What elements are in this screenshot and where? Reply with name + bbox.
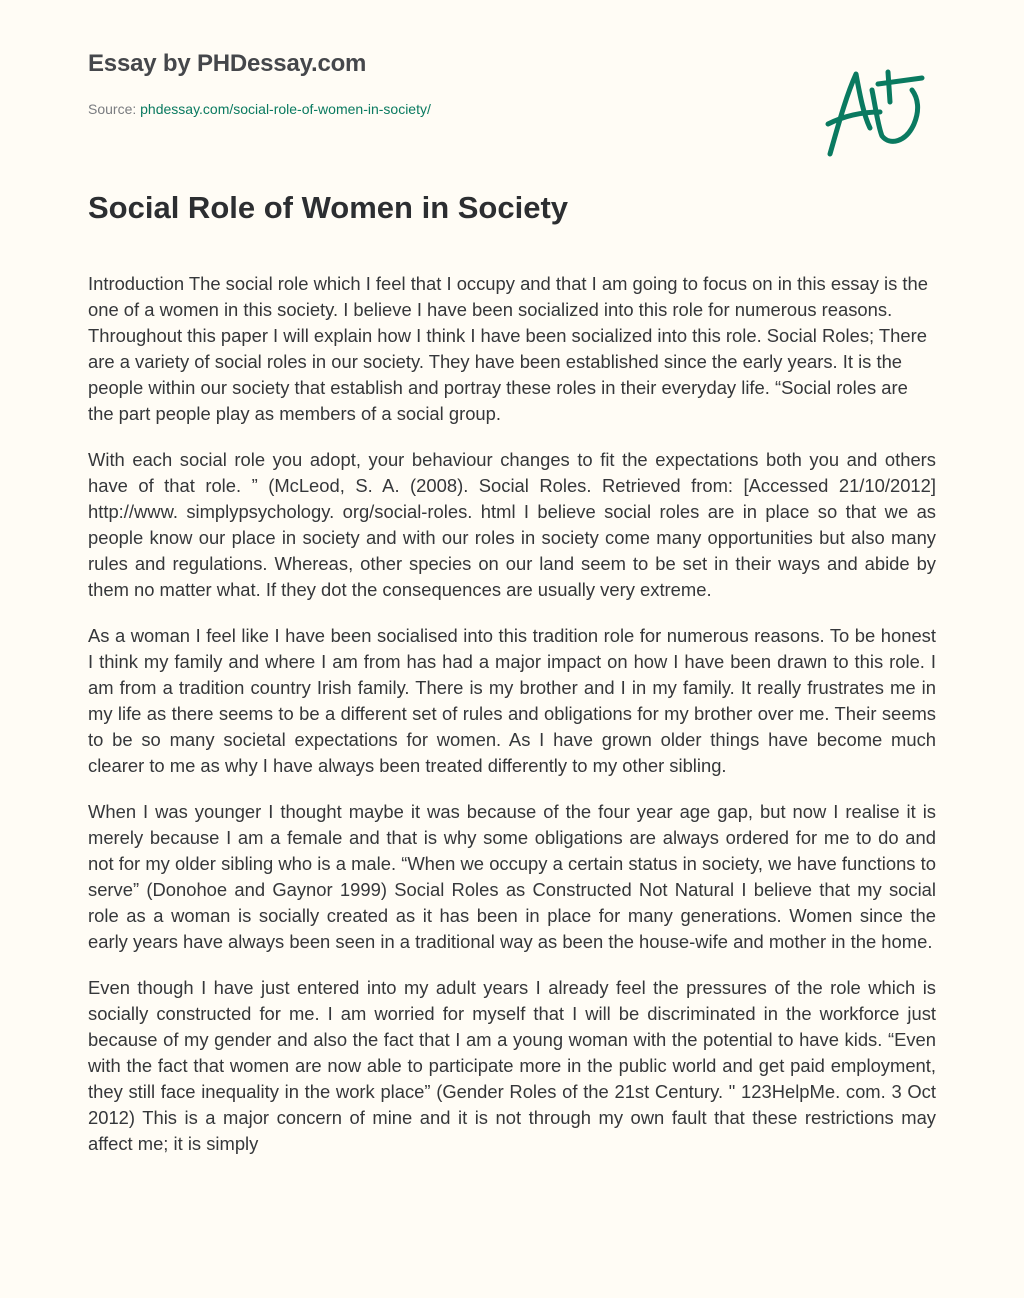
essay-paragraph: With each social role you adopt, your behaviour changes to fit the expectations both you and others have of that role. ” (McLeod, S. A. (2008). Social Roles. Retrieved from: [Accessed 21/10/2012] http://www. simplypsychology. org/social-roles. html I believe social roles are in place so that we as people know our place in society and with our roles in society come many opportunities but also many rules and regulations. Whereas, other species on our land seem to be set in their ways and abide by them no matter what. If they dot the consequences are usually very extreme. xyxy=(88,449,936,600)
essay-paragraph: Introduction The social role which I feel that I occupy and that I am going to focus on in this essay is the one of a women in this society. I believe I have been socialized into this role for numerous reasons. Throughout this paper I will explain how I think I have been socialized into this role. Social Roles; There are a variety of social roles in our society. They have been established since the early years. It is the people within our society that establish and portray these roles in their everyday life. “Social roles are the part people play as members of a social group. xyxy=(88,273,928,424)
source-link[interactable]: phdessay.com/social-role-of-women-in-society/ xyxy=(140,101,431,117)
site-brand: Essay by PHDessay.com xyxy=(88,50,367,77)
source-line xyxy=(88,101,431,117)
essay-paragraph: Even though I have just entered into my adult years I already feel the pressures of the role which is socially constructed for me. I am worried for myself that I will be discriminated in the workforce just because of my gender and also the fact that I am a young woman with the potential to have kids. “Even with the fact that women are now able to participate more in the public world and get paid employment, they still face inequality in the work place” (Gender Roles of the 21st Century. " 123HelpMe. com. 3 Oct 2012) This is a major concern of mine and it is not through my own fault that these restrictions may affect me; it is simply xyxy=(88,977,936,1154)
source-label: Source: xyxy=(88,101,141,117)
a-plus-logo-icon xyxy=(822,66,926,160)
essay-paragraph: As a woman I feel like I have been socialised into this tradition role for numerous reasons. To be honest I think my family and where I am from has had a major impact on how I have been drawn to this role. I am from a tradition country Irish family. There is my brother and I in my family. It really frustrates me in my life as there seems to be a different set of rules and obligations for my brother over me. Their seems to be so many societal expectations for women. As I have grown older things have become much clearer to me as why I have always been treated differently to my other sibling. xyxy=(88,625,936,776)
essay-paragraph: When I was younger I thought maybe it was because of the four year age gap, but now I realise it is merely because I am a female and that is why some obligations are always ordered for me to do and not for my older sibling who is a male. “When we occupy a certain status in society, we have functions to serve” (Donohoe and Gaynor 1999) Social Roles as Constructed Not Natural I believe that my social role as a woman is socially created as it has been in place for many generations. Women since the early years have always been seen in a traditional way as been the house-wife and mother in the home. xyxy=(88,801,936,952)
essay-title: Social Role of Women in Society xyxy=(88,190,569,225)
essay-body xyxy=(88,271,936,1255)
